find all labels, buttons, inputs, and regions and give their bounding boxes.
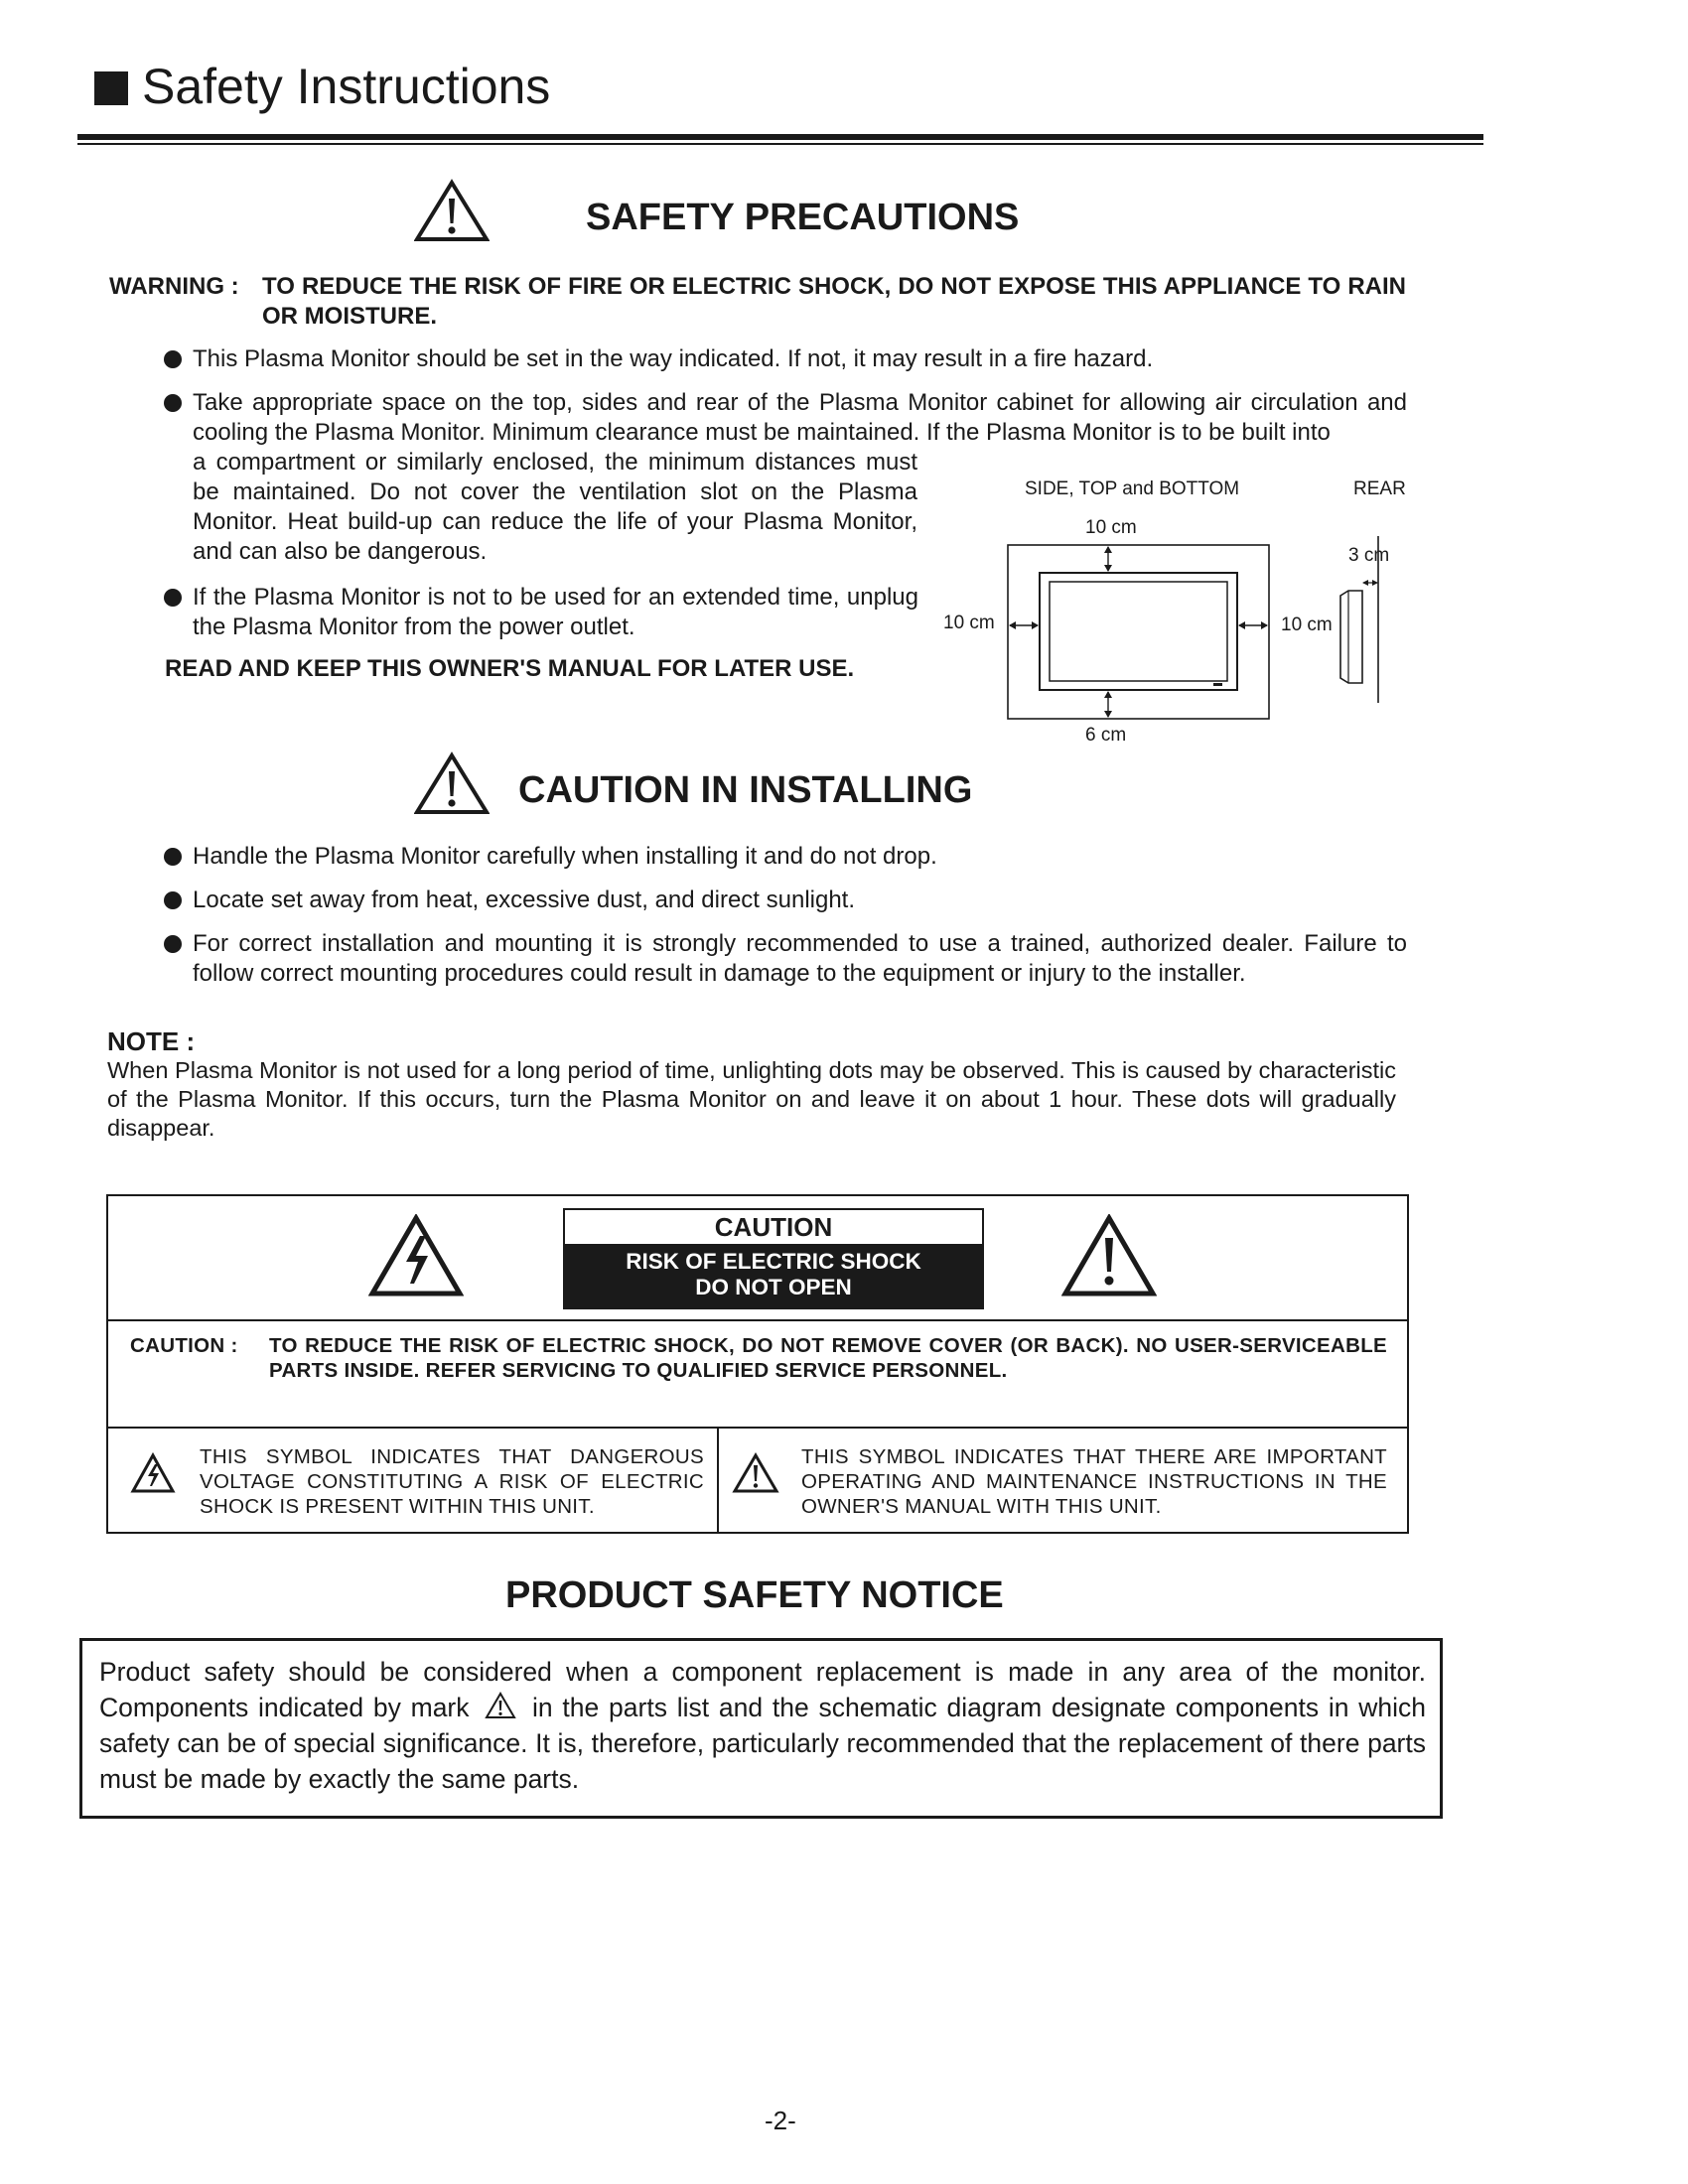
- page-header: [94, 59, 551, 114]
- monitor-screen: [1050, 582, 1227, 681]
- lightning-triangle-small-icon: [130, 1452, 176, 1499]
- bullet-text: If the Plasma Monitor is not to be used for an extended time, unplug the Plasma Monitor from the power outlet.: [193, 584, 918, 640]
- caution-label-top: CAUTION: [714, 1212, 833, 1242]
- warning-triangle-icon: [414, 751, 490, 815]
- bullet-dot: [164, 848, 182, 866]
- diagram-top-clearance: 10 cm: [1085, 517, 1137, 538]
- caution-label-line1: RISK OF ELECTRIC SHOCK: [626, 1249, 921, 1274]
- bullet-dot: [164, 935, 182, 953]
- exclamation-triangle-small-icon: [732, 1452, 779, 1499]
- clearance-diagram: [993, 536, 1430, 725]
- lightning-triangle-icon: [368, 1214, 464, 1302]
- rear-monitor-outline: [1340, 591, 1362, 683]
- bullet-dot: [164, 891, 182, 909]
- diagram-rear-clearance: 3 cm: [1348, 545, 1390, 566]
- warning-label: WARNING :: [109, 273, 239, 300]
- product-safety-text-part2: in the parts list and the schematic diagram designate components in which safety can be of special significance. It is, therefore, particularly recommended that the replacement of there parts must be made by exactly the same parts.: [99, 1693, 1426, 1794]
- product-safety-title: PRODUCT SAFETY NOTICE: [505, 1574, 1004, 1616]
- bullet-2-continuation: a compartment or similarly enclosed, the minimum distances must be maintained. Do not cover the ventilation slot on the Plasma Monitor. Heat build-up can reduce the life of your Plasma Monitor, and can also be dangerous.: [193, 449, 917, 565]
- caution-label: CAUTION :: [130, 1334, 238, 1357]
- bullet-text: Take appropriate space on the top, sides and rear of the Plasma Monitor cabinet for allowing air circulation and cooling the Plasma Monitor. Minimum clearance must be maintained. If the Plasma Monitor is to be built into: [193, 389, 1407, 446]
- caution-box-divider-2: [108, 1427, 1407, 1429]
- diagram-left-clearance: 10 cm: [943, 613, 995, 633]
- bullet-dot: [164, 394, 182, 412]
- caution-label-bottom: [565, 1244, 982, 1307]
- caution-box-divider-1: [108, 1319, 1407, 1321]
- monitor-indicator: [1213, 683, 1222, 686]
- clearance-outline: [1008, 545, 1269, 719]
- diagram-side-label: SIDE, TOP and BOTTOM: [1025, 478, 1240, 499]
- exclamation-triangle-icon: [1061, 1214, 1157, 1302]
- warning-text: TO REDUCE THE RISK OF FIRE OR ELECTRIC SHOCK, DO NOT EXPOSE THIS APPLIANCE TO RAIN OR MOISTURE.: [262, 273, 1406, 330]
- product-safety-text: [99, 1654, 1426, 1797]
- note-label: NOTE :: [107, 1026, 196, 1056]
- symbol1-text: THIS SYMBOL INDICATES THAT DANGEROUS VOLTAGE CONSTITUTING A RISK OF ELECTRIC SHOCK IS PRESENT WITHIN THIS UNIT.: [200, 1445, 704, 1518]
- caution-text: TO REDUCE THE RISK OF ELECTRIC SHOCK, DO NOT REMOVE COVER (OR BACK). NO USER-SERVICEABLE PARTS INSIDE. REFER SERVICING TO QUALIFIED SERVICE PERSONNEL.: [269, 1334, 1387, 1382]
- symbol2-text: THIS SYMBOL INDICATES THAT THERE ARE IMPORTANT OPERATING AND MAINTENANCE INSTRUCTIONS IN THE OWNER'S MANUAL WITH THIS UNIT.: [801, 1445, 1387, 1518]
- product-safety-box: [79, 1638, 1443, 1819]
- safety-precautions-title: SAFETY PRECAUTIONS: [586, 197, 1020, 238]
- header-rule-thick: [77, 134, 1483, 140]
- caution-label-line2: DO NOT OPEN: [695, 1275, 852, 1299]
- page-number: -2-: [765, 2106, 796, 2135]
- bullet-text: For correct installation and mounting it is strongly recommended to use a trained, authorized dealer. Failure to follow correct mounting procedures could result in damage to the equipment or injury to the installer.: [193, 930, 1407, 987]
- diagram-rear-label: REAR: [1353, 478, 1406, 499]
- caution-box-divider-vertical: [717, 1427, 719, 1534]
- monitor-outer: [1040, 573, 1237, 690]
- bullet-text: This Plasma Monitor should be set in the way indicated. If not, it may result in a fire hazard.: [193, 345, 1154, 372]
- caution-label-plate: [563, 1208, 984, 1309]
- product-safety-text-part1: Product safety should be considered when a component replacement is made in any area of the monitor. Components indicated by mark: [99, 1657, 1426, 1722]
- read-keep-notice: READ AND KEEP THIS OWNER'S MANUAL FOR LATER USE.: [165, 655, 855, 682]
- note-text: When Plasma Monitor is not used for a long period of time, unlighting dots may be observed. This is caused by characteristic of the Plasma Monitor. If this occurs, turn the Plasma Monitor on and leave it on about 1 hour. These dots will gradually disappear.: [107, 1057, 1396, 1141]
- bullet-text: Locate set away from heat, excessive dust, and direct sunlight.: [193, 887, 856, 913]
- warning-mark-inline-icon: [485, 1692, 516, 1719]
- diagram-right-clearance: 10 cm: [1281, 614, 1333, 635]
- page-title: Safety Instructions: [142, 59, 551, 114]
- header-rule-thin: [77, 143, 1483, 145]
- diagram-bottom-clearance: 6 cm: [1085, 725, 1127, 746]
- caution-box: [106, 1194, 1409, 1534]
- bullet-dot: [164, 350, 182, 368]
- bullet-dot: [164, 589, 182, 607]
- square-bullet-icon: [94, 71, 128, 105]
- warning-triangle-icon: [414, 179, 490, 242]
- caution-installing-title: CAUTION IN INSTALLING: [518, 769, 973, 811]
- bullet-text: Handle the Plasma Monitor carefully when installing it and do not drop.: [193, 843, 937, 870]
